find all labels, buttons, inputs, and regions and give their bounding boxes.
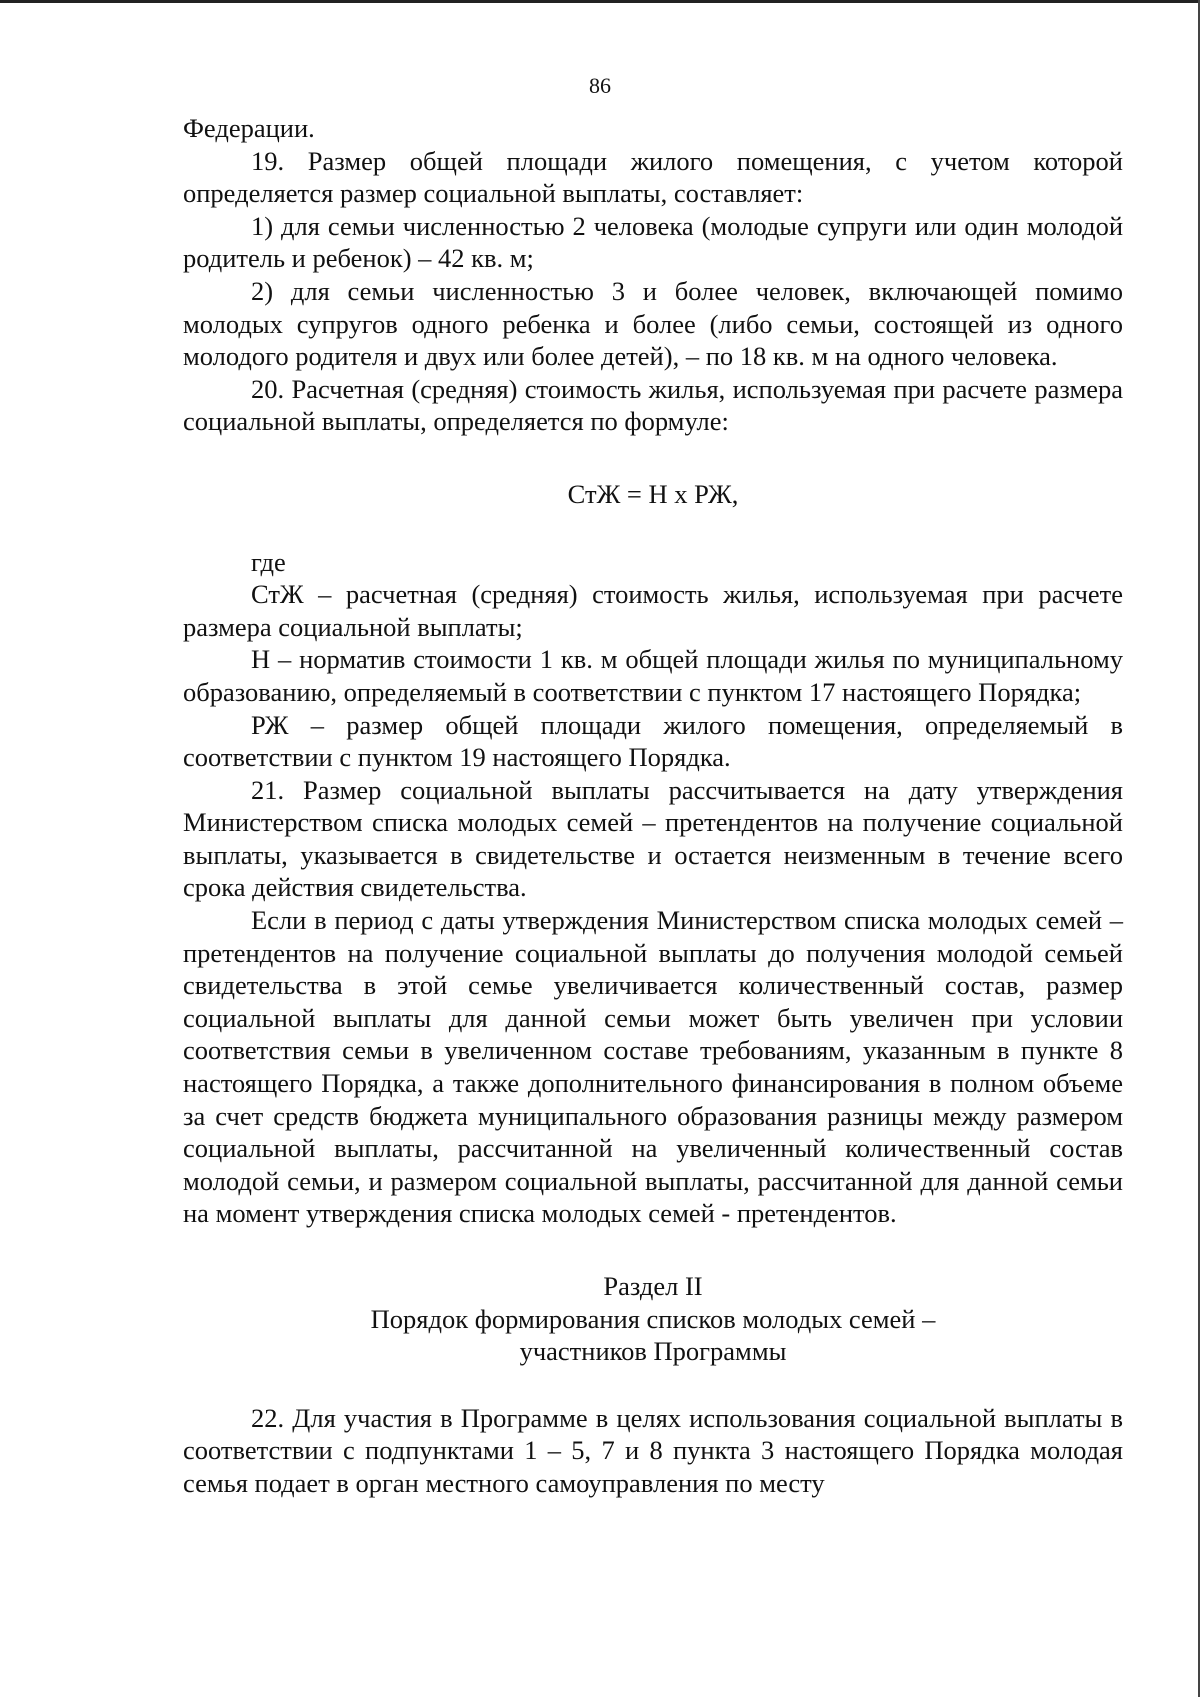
paragraph: 2) для семьи численностью 3 и более человек, включающей помимо молодых супругов одного ребенка и более (либо семьи, состоящей из одного молодого родителя и двух или более детей), – по 18 кв. м на одного человека. <box>183 275 1123 372</box>
paragraph: 1) для семьи численностью 2 человека (молодые супруги или один молодой родитель и ребенок) – 42 кв. м; <box>183 210 1123 274</box>
paragraph: Федерации. <box>183 113 315 143</box>
paragraph: 21. Размер социальной выплаты рассчитывается на дату утверждения Министерством списка молодых семей – претендентов на получение социальной выплаты, указывается в свидетельстве и остается неизменным в течение всего срока действия свидетельства. <box>183 774 1123 903</box>
paragraph: СтЖ – расчетная (средняя) стоимость жилья, используемая при расчете размера социальной выплаты; <box>183 579 1123 642</box>
paragraph: 19. Размер общей площади жилого помещения, с учетом которой определяется размер социальной выплаты, составляет: <box>183 145 1123 209</box>
section-heading <box>183 1270 1123 1368</box>
scan-edge-top <box>0 0 1200 3</box>
page-number: 86 <box>589 73 611 98</box>
paragraph: 22. Для участия в Программе в целях использования социальной выплаты в соответствии с подпунктами 1 – 5, 7 и 8 пункта 3 настоящего Порядка молодая семья подает в орган местного самоуправления по месту <box>183 1402 1123 1498</box>
paragraph: РЖ – размер общей площади жилого помещения, определяемый в соответствии с пунктом 19 настоящего Порядка. <box>183 709 1123 773</box>
paragraph: где <box>251 546 286 577</box>
document-body <box>183 112 1123 1500</box>
formula: СтЖ = Н х РЖ, <box>567 478 739 509</box>
section-number: Раздел II <box>603 1271 703 1301</box>
paragraph: Н – норматив стоимости 1 кв. м общей площади жилья по муниципальному образованию, определяемый в соответствии с пунктом 17 настоящего Порядка; <box>183 644 1123 707</box>
section-title-line2: участников Программы <box>519 1336 787 1367</box>
section-title-line1: Порядок формирования списков молодых семей – <box>370 1303 936 1334</box>
paragraph: Если в период с даты утверждения Министерством списка молодых семей – претендентов на получение социальной выплаты до получения молодой семьей свидетельства в этой семье увеличивается количественный состав, размер социальной выплаты для данной семьи может быть увеличен при условии соответствия семьи в увеличенном составе требованиям, указанным в пункте 8 настоящего Порядка, а также дополнительного финансирования в полном объеме за счет средств бюджета муниципального образования разницы между размером социальной выплаты, рассчитанной на увеличенный количественный состав молодой семьи, и размером социальной выплаты, рассчитанной для данной семьи на момент утверждения списка молодых семей - претендентов. <box>183 905 1123 1229</box>
paragraph: 20. Расчетная (средняя) стоимость жилья, используемая при расчете размера социальной выплаты, определяется по формуле: <box>183 373 1123 437</box>
